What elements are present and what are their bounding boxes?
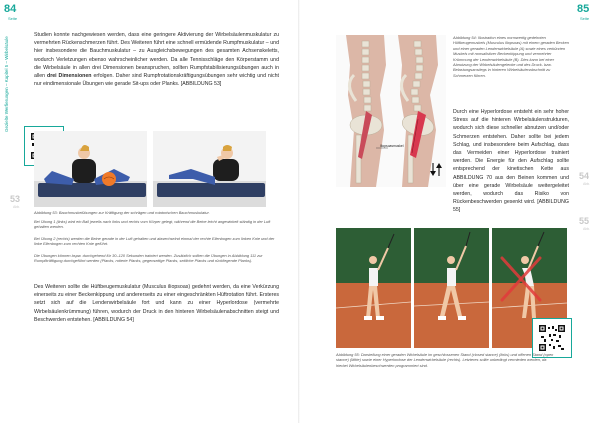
running-title [4,36,12,132]
side-figure-number: 54 [579,171,590,181]
side-figure-label: Abb. [583,227,591,231]
page-number-label: Seite [580,16,590,21]
figure-55-photo-left [336,228,411,348]
page-number: 85 [577,3,590,15]
paragraph-1: Studien konnte nachgewiesen werden, dass eine geringere Aktivierung der Wirbelsäulenmuskulatur zu vermehrten Rückenschmerzen führt. Des Weiteren führt eine schnell ermüdende Rumpfmuskulatur – und hier insbesondere die Bauchmuskulatur – zu Ausgleichsbewegungen des gesamten Achsenskeletts, wodurch Verletzungen ebenso wahrscheinlicher werden. Da alle Tennisschläge den Körperstamm und die Wirbelsäule in allen drei Dimensionen beanspruchen, sollten Rumpfstabilisierungsübungen auch in allen drei Dimensionen erfolgen. Daher sind Rumpfrotationskräftigungsübungen sehr wichtig und nicht nur eindimensionale Übungen wie gerade Sit-ups oder Planks. [ABBILDUNG 53] [34,32,280,88]
side-figure-number: 53 [10,194,21,204]
figure-54-caption: Abbildung 54: Illustration eines normwertig gedehnten Hüftbeugemuskels (Musculus iliopsoas) mit einem geraden Becken und einer geraden Lendenwirbelsäule (A) sowie eines verkürzten Muskels mit nonsalistiver Beckenkippung und vermehrter Krümmung der Lendenwirbelsäule (B). Dies kann bei einer Abnutzung der Wirbelsäulengelenke und des Druck- bzw. Belastungsanstiegs in hinteren Wirbelsäulenabschnitt zu Schmerzen führen. [453,35,569,78]
paragraph-1-narrow: Durch eine Hyperlordose entsteht ein sehr hoher Stress auf die hinteren Wirbelsäulenstrukturen, wodurch sich diese schneller abnutzen und/oder Schmerzen entstehen. Daher sollte bei jedem Schlag, und insbesondere beim Aufschlag, dass das Vermeiden einer Hyperlordose trainiert werden. Die Energie für den Aufschlag sollte entsprechend der kinetischen Kette aus ABBILDUNG 70 aus den Beinen kommen und über eine gerade Wirbelsäule weitergeleitet werden, wodurch das Risiko von Rückenbeschwerden gesenkt wird. [ABBILDUNG 55] [453,109,569,214]
figure-53-note: Die Übungen können bspw. durchgehend für 30–120 Sekunden trainiert werden. Zusätzlich sollten die Übungen in Abbildung 111 zur Rumpfkräftigung durchgeführt werden (Planks, rotierte Planks, gegenseitige Planks, seitliche Planks und rückliegende Planks). [34,253,263,264]
side-figure-number: 55 [579,216,590,226]
figure-53-caption: Abbildung 53: Bauchmuskelübungen zur Kräftigung der schrägen und rotatorischen Bauchmuskulatur. [34,210,210,215]
running-title-text: Gezielte Werfierungen – Kapitel 5 – Wirbelsäule [4,36,9,132]
qr-pattern [539,325,565,351]
muscle-label: Iliopsoasmuskel [380,144,404,148]
page-number-label: Seite [8,16,18,21]
side-figure-label: Abb. [13,205,21,209]
bold-term: drei Dimensionen [47,73,92,80]
side-figure-label: Abb. [583,182,591,186]
figure-53-note: Bei Übung 1 (links) wird ein Ball jeweils nach links und rechts vom Körper gelegt, während die Beine leicht angewinkelt ständig in der Luft gehalten werden. [34,219,271,230]
figure-53-note: Bei Übung 2 (rechts) werden die Beine gerade in der Luft gehalten und abwechselnd einmal der rechte Ellenbogen zum linken Knie und der linke Ellenbogen zum rechten Knie geführt. [34,236,275,247]
right-page [300,0,600,423]
arrow-up-icon [436,163,442,176]
figure-53-photo-left [34,131,147,207]
figure-53-photo-right [153,131,266,207]
figure-55-caption: Abbildung 55: Darstellung einer geraden Wirbelsäule im geschlossenen Stand (closed stance) (links) und offenen Stand (open stance) (Mitte) sowie einer Hyperlordose der Lendenwirbelsäule (rechts). Letzteres sollte unbedingt vermieden werden, da hierbei Wirbelsäulenbeschwerden programmiert sind. [336,352,554,368]
figure-54-illustration [336,35,446,187]
paragraph-2: Des Weiteren sollte die Hüftbeugemuskulatur (Musculus iliopsoas) gedehnt werden, da eine Verkürzung einerseits zu einer Beckenkippung und andererseits zu einer eingeschränkten Hüftrotation führt. Ersteres setzt sich auf die Lendenwirbelsäule fort und kann zu einer Hyperlordose (vermehrte Wirbelsäulenkrümmung) führen, wodurch der Druck in den hinteren Wirbelsäulenabschnitten steigt und Beschwerden entstehen. [ABBILDUNG 54] [34,284,279,323]
figure-55-photo-middle [414,228,489,348]
page-number: 84 [4,3,17,15]
